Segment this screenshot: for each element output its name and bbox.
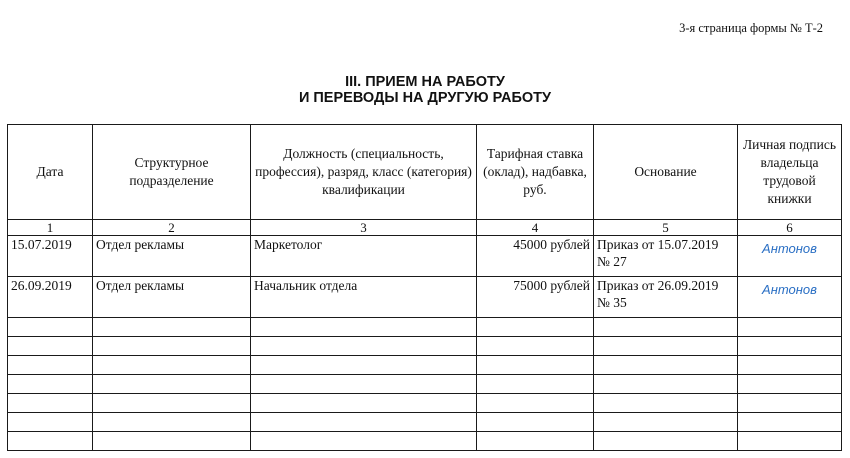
section-title-line-1: III. ПРИЕМ НА РАБОТУ (345, 74, 505, 90)
section-title-line-2: И ПЕРЕВОДЫ НА ДРУГУЮ РАБОТУ (298, 90, 552, 106)
record-department: Отдел рекламы (93, 277, 251, 318)
section-title (0, 74, 850, 106)
column-header-date: Дата (8, 125, 93, 220)
column-header-basis: Основание (594, 125, 738, 220)
signature-text: Антонов (762, 241, 817, 256)
column-number-row (8, 220, 842, 236)
record-basis: Приказ от 15.07.2019 № 27 (594, 236, 738, 277)
record-date: 26.09.2019 (8, 277, 93, 318)
record-rate: 45000 рублей (477, 236, 594, 277)
column-number: 1 (8, 220, 93, 236)
table-row (8, 236, 842, 277)
column-header-signature: Личная подпись владельца трудовой книжки (738, 125, 842, 220)
record-signature (738, 236, 842, 277)
column-header-department: Структурное подразделение (93, 125, 251, 220)
empty-row (8, 413, 842, 432)
signature-text: Антонов (762, 282, 817, 297)
record-basis: Приказ от 26.09.2019 № 35 (594, 277, 738, 318)
empty-row (8, 356, 842, 375)
empty-row (8, 337, 842, 356)
record-date: 15.07.2019 (8, 236, 93, 277)
record-signature (738, 277, 842, 318)
record-department: Отдел рекламы (93, 236, 251, 277)
record-position: Маркетолог (251, 236, 477, 277)
column-number: 3 (251, 220, 477, 236)
empty-row (8, 394, 842, 413)
header-row (8, 125, 842, 220)
column-header-rate: Тарифная ставка (оклад), надбавка, руб. (477, 125, 594, 220)
record-rate: 75000 рублей (477, 277, 594, 318)
empty-row (8, 432, 842, 451)
column-header-position: Должность (специальность, профессия), разряд, класс (категория) квалификации (251, 125, 477, 220)
table-row (8, 277, 842, 318)
column-number: 4 (477, 220, 594, 236)
empty-row (8, 318, 842, 337)
column-number: 6 (738, 220, 842, 236)
empty-row (8, 375, 842, 394)
column-number: 5 (594, 220, 738, 236)
column-number: 2 (93, 220, 251, 236)
employment-records-table (7, 124, 842, 451)
form-reference: 3-я страница формы № Т-2 (679, 21, 823, 35)
record-position: Начальник отдела (251, 277, 477, 318)
